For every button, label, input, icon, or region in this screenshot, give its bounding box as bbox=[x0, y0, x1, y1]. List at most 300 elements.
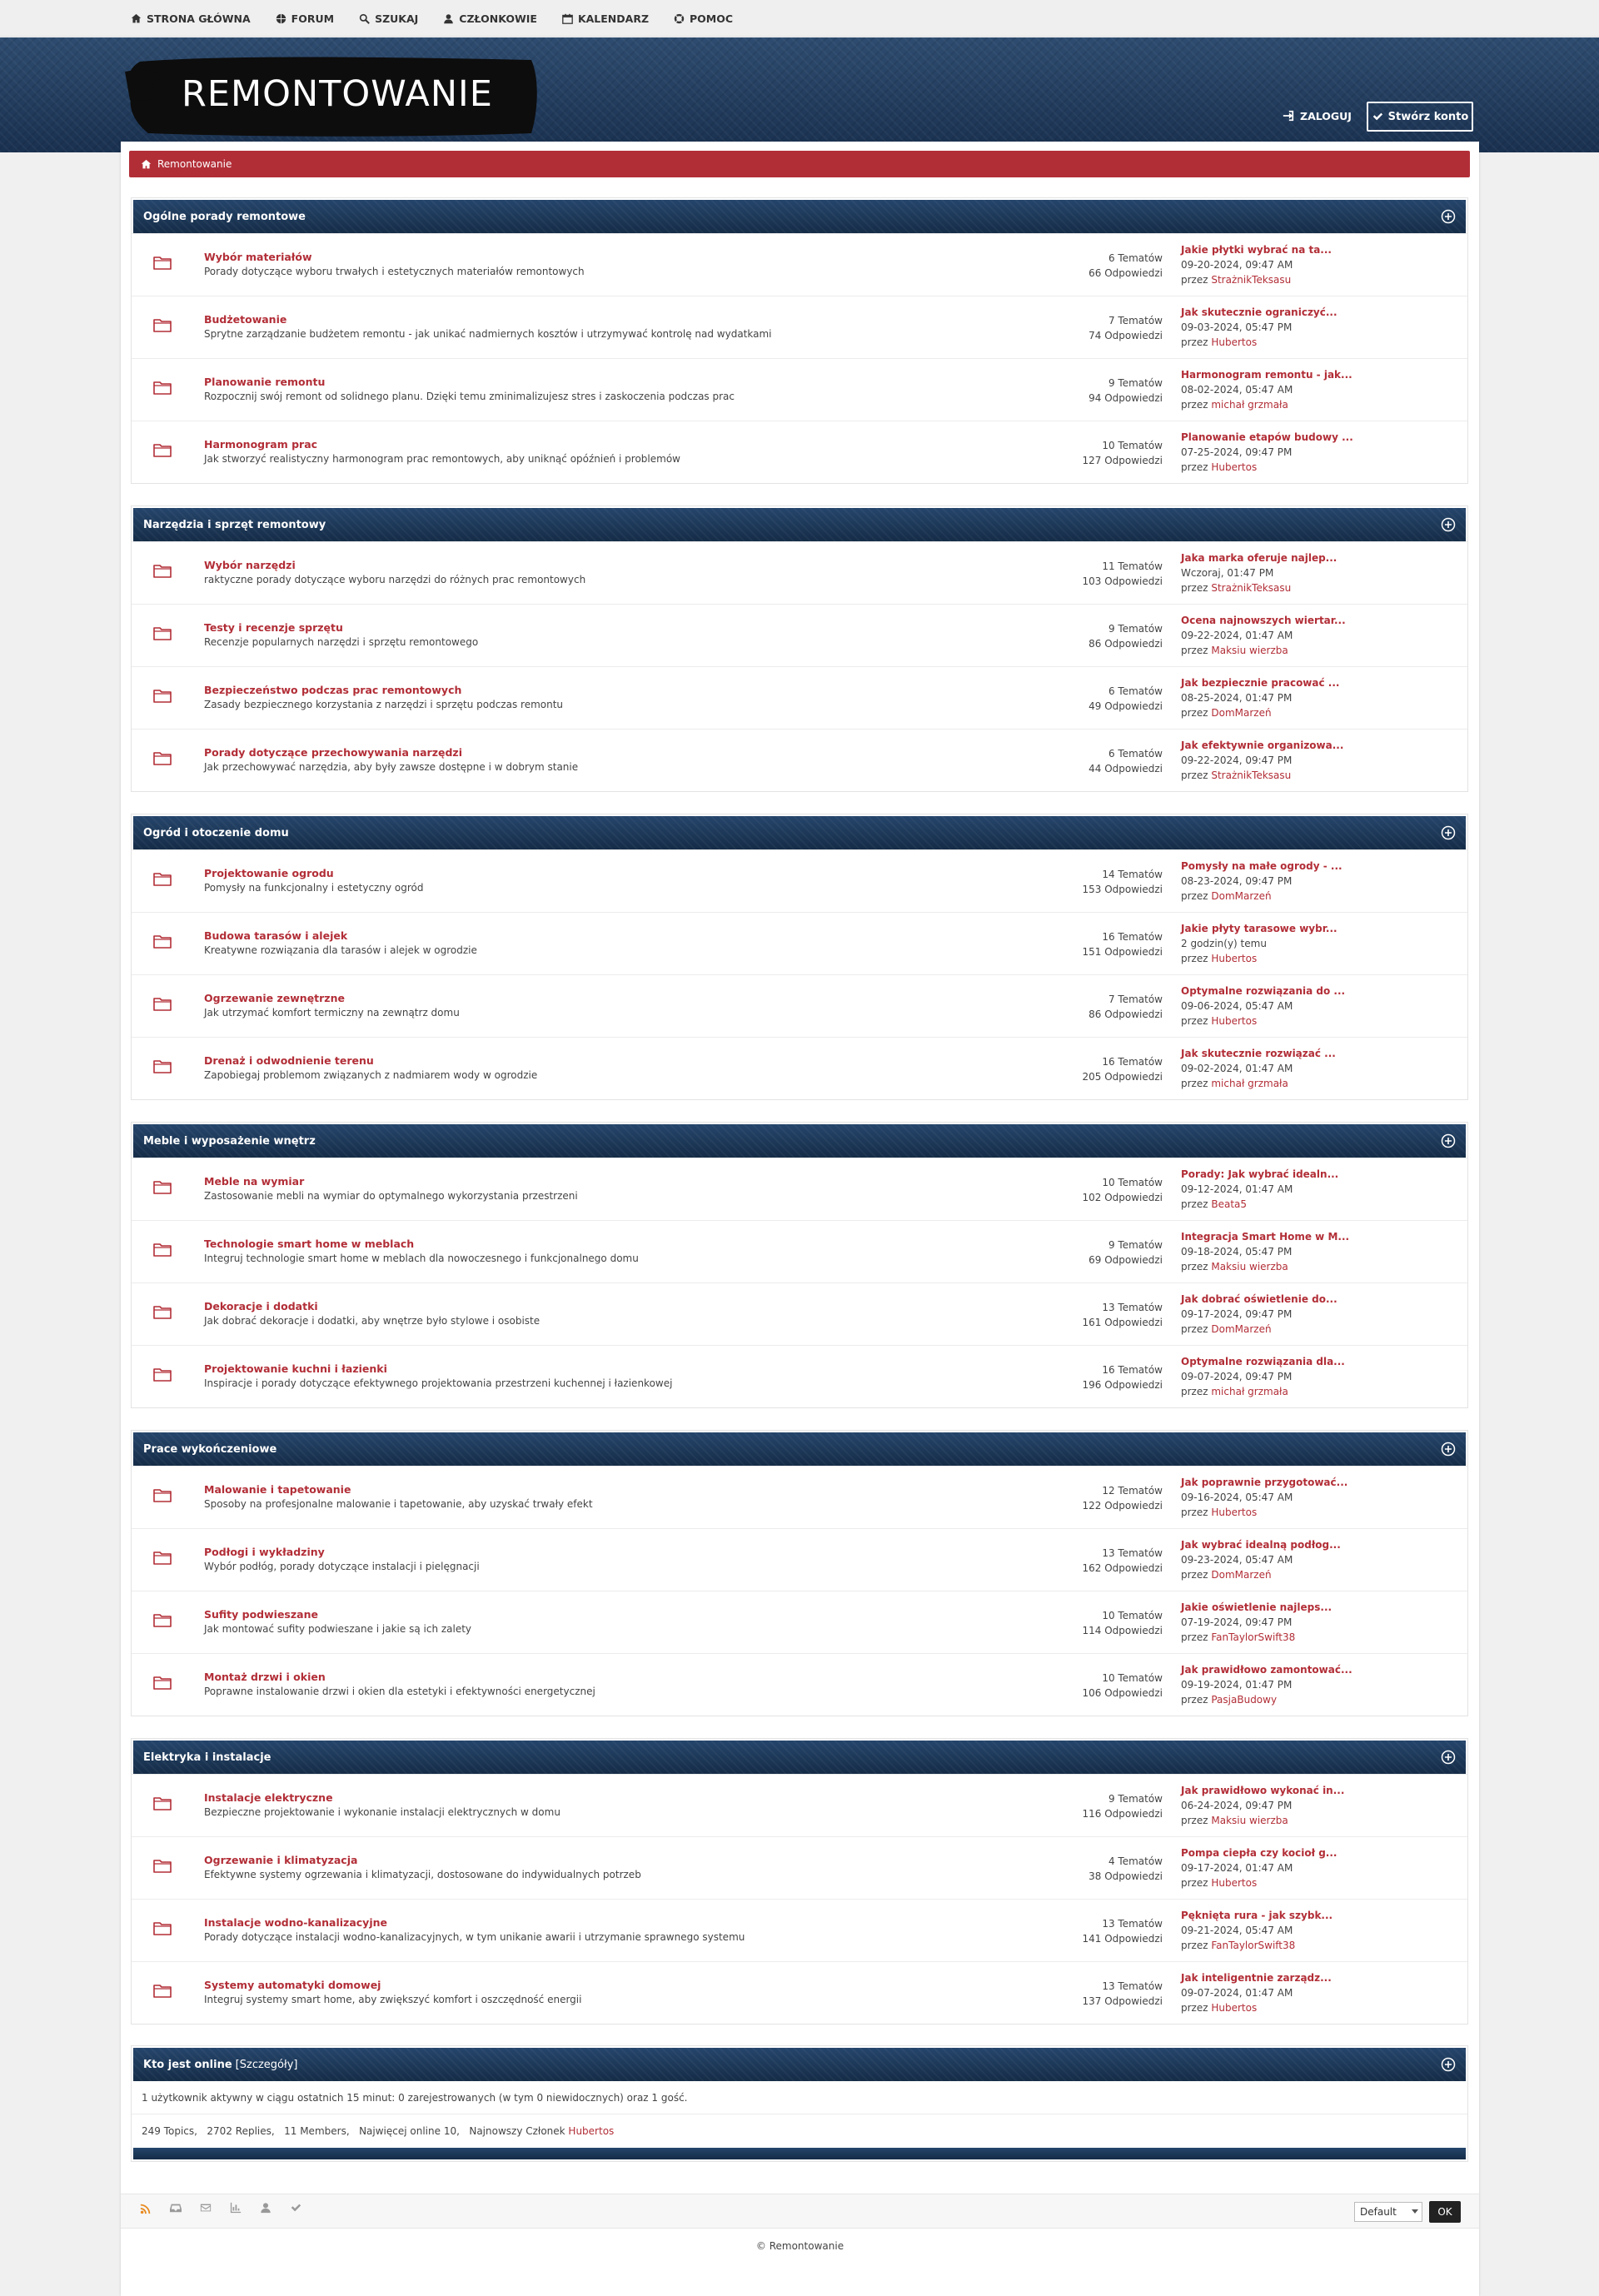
forum-stats bbox=[1082, 929, 1163, 959]
replies-count: 196 Odpowiedzi bbox=[1082, 1379, 1163, 1391]
author-link[interactable]: Hubertos bbox=[1211, 953, 1258, 964]
replies-count: 44 Odpowiedzi bbox=[1088, 763, 1163, 774]
forum-title-link[interactable]: Montaż drzwi i okien bbox=[204, 1671, 326, 1683]
author-link[interactable]: Hubertos bbox=[1211, 1507, 1258, 1518]
expand-icon[interactable] bbox=[1441, 1442, 1456, 1457]
folder-icon bbox=[153, 380, 172, 395]
expand-icon[interactable] bbox=[1441, 1750, 1456, 1765]
forum-stats bbox=[1088, 684, 1163, 714]
forum-row bbox=[132, 233, 1467, 296]
forum-row bbox=[132, 1345, 1467, 1407]
last-post-author: przez StrażnikTeksasu bbox=[1181, 582, 1292, 594]
topics-count: 10 Tematów bbox=[1102, 440, 1163, 451]
last-post bbox=[1181, 242, 1332, 287]
forum-row bbox=[132, 1037, 1467, 1099]
forum-category bbox=[131, 1738, 1468, 2025]
forum-row bbox=[132, 358, 1467, 421]
forum-description: raktyczne porady dotyczące wyboru narzędzi do różnych prac remontowych bbox=[204, 574, 586, 585]
last-post bbox=[1181, 984, 1345, 1028]
topics-count: 6 Tematów bbox=[1108, 748, 1163, 760]
last-post-link[interactable]: Pęknięta rura - jak szybk... bbox=[1181, 1910, 1333, 1921]
topics-count: 12 Tematów bbox=[1102, 1485, 1163, 1497]
last-post-link[interactable]: Planowanie etapów budowy ... bbox=[1181, 431, 1353, 443]
expand-icon[interactable] bbox=[1441, 209, 1456, 224]
last-post-link[interactable]: Jak prawidłowo zamontować... bbox=[1181, 1664, 1352, 1676]
forum-category bbox=[131, 1430, 1468, 1716]
category-title[interactable]: Narzędzia i sprzęt remontowy bbox=[143, 518, 326, 531]
author-link[interactable]: Maksiu wierzba bbox=[1211, 645, 1288, 656]
topics-count: 13 Tematów bbox=[1102, 1547, 1163, 1559]
nav-calendar[interactable]: KALENDARZ bbox=[562, 12, 649, 25]
forum-row bbox=[132, 541, 1467, 604]
forum-title-link[interactable]: Meble na wymiar bbox=[204, 1175, 305, 1188]
forum-title-link[interactable]: Budowa tarasów i alejek bbox=[204, 929, 348, 942]
expand-icon[interactable] bbox=[1441, 1133, 1456, 1148]
user-icon bbox=[443, 13, 454, 24]
last-post-author: przez DomMarzeń bbox=[1181, 707, 1272, 719]
forum-description: Zapobiegaj problemom związanych z nadmiarem wody w ogrodzie bbox=[204, 1069, 538, 1081]
folder-icon bbox=[153, 625, 172, 640]
category-header[interactable] bbox=[133, 508, 1466, 541]
forum-title-link[interactable]: Budżetowanie bbox=[204, 313, 287, 326]
author-link[interactable]: DomMarzeń bbox=[1211, 707, 1272, 719]
replies-count: 74 Odpowiedzi bbox=[1088, 330, 1163, 341]
forum-description: Inspiracje i porady dotyczące efektywnego projektowania przestrzeni kuchennej i łazienkowej bbox=[204, 1377, 673, 1389]
folder-icon bbox=[153, 996, 172, 1011]
author-link[interactable]: michał grzmała bbox=[1211, 399, 1288, 411]
forum-description: Kreatywne rozwiązania dla tarasów i alejek w ogrodzie bbox=[204, 944, 477, 956]
topics-count: 16 Tematów bbox=[1102, 1056, 1163, 1068]
last-post-link[interactable]: Jaka marka oferuje najlep... bbox=[1181, 552, 1337, 564]
forum-row bbox=[132, 1466, 1467, 1528]
folder-icon bbox=[153, 934, 172, 949]
last-post-link[interactable]: Jak poprawnie przygotować... bbox=[1181, 1477, 1348, 1488]
last-post-date: 09-17-2024, 01:47 AM bbox=[1181, 1862, 1293, 1874]
rss-icon[interactable] bbox=[140, 2203, 152, 2214]
folder-icon bbox=[153, 1487, 172, 1502]
forum-description: Sposoby na profesjonalne malowanie i tapetowanie, aby uzyskać trwały efekt bbox=[204, 1498, 593, 1510]
calendar-icon bbox=[562, 13, 573, 24]
author-link[interactable]: Maksiu wierzba bbox=[1211, 1815, 1288, 1826]
replies-count: 106 Odpowiedzi bbox=[1082, 1687, 1163, 1699]
forum-description: Zastosowanie mebli na wymiar do optymalnego wykorzystania przestrzeni bbox=[204, 1190, 578, 1202]
forum-stats bbox=[1082, 1300, 1163, 1330]
forum-description: Sprytne zarządzanie budżetem remontu - jak unikać nadmiernych kosztów i utrzymywać kontrolę nad wydatkami bbox=[204, 328, 772, 340]
forum-title-link[interactable]: Instalacje elektryczne bbox=[204, 1791, 333, 1804]
last-post-date: 08-25-2024, 01:47 PM bbox=[1181, 692, 1293, 704]
category-title[interactable]: Meble i wyposażenie wnętrz bbox=[143, 1134, 316, 1148]
last-post-date: 06-24-2024, 09:47 PM bbox=[1181, 1800, 1293, 1811]
forum-stats bbox=[1082, 1979, 1163, 2009]
forum-title-link[interactable]: Projektowanie ogrodu bbox=[204, 867, 334, 879]
author-link[interactable]: Hubertos bbox=[1211, 336, 1258, 348]
last-post-link[interactable]: Jak wybrać idealną podłog... bbox=[1181, 1539, 1341, 1551]
topics-count: 16 Tematów bbox=[1102, 1364, 1163, 1376]
last-post-author: przez michał grzmała bbox=[1181, 1078, 1288, 1089]
theme-ok-button[interactable]: OK bbox=[1429, 2201, 1461, 2223]
forum-title-link[interactable]: Drenaż i odwodnienie terenu bbox=[204, 1054, 374, 1067]
last-post-author: przez michał grzmała bbox=[1181, 399, 1288, 411]
author-link[interactable]: FanTaylorSwift38 bbox=[1211, 1631, 1296, 1643]
topics-count: 14 Tematów bbox=[1102, 869, 1163, 880]
folder-icon bbox=[153, 563, 172, 578]
topics-count: 13 Tematów bbox=[1102, 1918, 1163, 1930]
folder-icon bbox=[153, 1304, 172, 1319]
forum-stats bbox=[1082, 1175, 1163, 1205]
forum-stats bbox=[1082, 1054, 1163, 1084]
sign-in-icon bbox=[1283, 110, 1294, 122]
replies-count: 66 Odpowiedzi bbox=[1088, 267, 1163, 279]
forum-description: Poprawne instalowanie drzwi i okien dla estetyki i efektywności energetycznej bbox=[204, 1686, 595, 1697]
category-header[interactable] bbox=[133, 816, 1466, 849]
forum-description: Wybór podłóg, porady dotyczące instalacji i pielęgnacji bbox=[204, 1561, 480, 1572]
topics-count: 9 Tematów bbox=[1108, 1239, 1163, 1251]
folder-icon bbox=[153, 1550, 172, 1565]
last-post-date: 09-07-2024, 01:47 AM bbox=[1181, 1987, 1293, 1999]
last-post-author: przez Hubertos bbox=[1181, 953, 1258, 964]
folder-icon bbox=[153, 1058, 172, 1073]
author-link[interactable]: DomMarzeń bbox=[1211, 1323, 1272, 1335]
forum-title-link[interactable]: Instalacje wodno-kanalizacyjne bbox=[204, 1916, 387, 1929]
who-online-panel bbox=[131, 2045, 1468, 2162]
author-link[interactable]: michał grzmała bbox=[1211, 1078, 1288, 1089]
forum-description: Recenzje popularnych narzędzi i sprzętu remontowego bbox=[204, 636, 479, 648]
topics-count: 10 Tematów bbox=[1102, 1610, 1163, 1621]
expand-icon[interactable] bbox=[1441, 825, 1456, 840]
replies-count: 141 Odpowiedzi bbox=[1082, 1933, 1163, 1945]
author-link[interactable]: michał grzmała bbox=[1211, 1386, 1288, 1397]
forum-title-link[interactable]: Technologie smart home w meblach bbox=[204, 1238, 415, 1250]
last-post bbox=[1181, 859, 1342, 904]
last-post-date: 09-17-2024, 09:47 PM bbox=[1181, 1308, 1293, 1320]
last-post-date: 09-22-2024, 01:47 AM bbox=[1181, 630, 1293, 641]
last-post bbox=[1181, 1292, 1337, 1337]
envelope-icon[interactable] bbox=[200, 2202, 212, 2214]
last-post-link[interactable]: Ocena najnowszych wiertar... bbox=[1181, 615, 1346, 626]
replies-count: 162 Odpowiedzi bbox=[1082, 1562, 1163, 1574]
inbox-icon[interactable] bbox=[170, 2202, 182, 2214]
last-post-author: przez PasjaBudowy bbox=[1181, 1694, 1278, 1706]
last-post-date: 09-18-2024, 05:47 PM bbox=[1181, 1246, 1293, 1258]
forum-row bbox=[132, 1528, 1467, 1591]
user-icon[interactable] bbox=[260, 2202, 271, 2214]
topics-count: 10 Tematów bbox=[1102, 1672, 1163, 1684]
last-post-link[interactable]: Optymalne rozwiązania dla... bbox=[1181, 1356, 1345, 1367]
folder-icon bbox=[153, 871, 172, 886]
breadcrumb-home-link[interactable]: Remontowanie bbox=[157, 158, 232, 170]
forum-title-link[interactable]: Dekoracje i dodatki bbox=[204, 1300, 318, 1312]
login-button[interactable]: ZALOGUJ bbox=[1283, 103, 1352, 128]
forum-title-link[interactable]: Testy i recenzje sprzętu bbox=[204, 621, 343, 634]
forum-title-link[interactable]: Malowanie i tapetowanie bbox=[204, 1483, 351, 1496]
forum-stats bbox=[1088, 313, 1163, 343]
last-post-author: przez Hubertos bbox=[1181, 1507, 1258, 1518]
forum-row bbox=[132, 666, 1467, 729]
last-post-author: przez FanTaylorSwift38 bbox=[1181, 1940, 1296, 1951]
forum-description: Jak montować sufity podwieszane i jakie są ich zalety bbox=[204, 1623, 472, 1635]
topics-count: 6 Tematów bbox=[1108, 685, 1163, 697]
copyright: © Remontowanie bbox=[755, 2240, 844, 2252]
expand-icon[interactable] bbox=[1441, 2057, 1456, 2072]
forum-title-link[interactable]: Ogrzewanie i klimatyzacja bbox=[204, 1854, 358, 1866]
replies-count: 137 Odpowiedzi bbox=[1082, 1995, 1163, 2007]
category-title[interactable]: Ogólne porady remontowe bbox=[143, 210, 306, 223]
forum-description: Porady dotyczące instalacji wodno-kanalizacyjnych, w tym unikanie awarii i utrzymanie sprawnego systemu bbox=[204, 1931, 745, 1943]
forum-title-link[interactable]: Sufity podwieszane bbox=[204, 1608, 318, 1621]
last-post-link[interactable]: Jak inteligentnie zarządz... bbox=[1181, 1972, 1332, 1984]
topics-count: 9 Tematów bbox=[1108, 377, 1163, 389]
last-post bbox=[1181, 738, 1343, 783]
last-post-link[interactable]: Jak bezpiecznie pracować ... bbox=[1181, 677, 1340, 689]
forum-stats bbox=[1088, 1238, 1163, 1268]
footer-icons bbox=[140, 2202, 301, 2218]
forum-stats bbox=[1088, 376, 1163, 406]
topics-count: 11 Tematów bbox=[1102, 560, 1163, 572]
forum-category bbox=[131, 814, 1468, 1100]
last-post-link[interactable]: Jak skutecznie rozwiązać ... bbox=[1181, 1048, 1336, 1059]
topics-count: 9 Tematów bbox=[1108, 1793, 1163, 1805]
replies-count: 94 Odpowiedzi bbox=[1088, 392, 1163, 404]
forum-stats bbox=[1082, 1791, 1163, 1821]
last-post-link[interactable]: Harmonogram remontu - jak... bbox=[1181, 369, 1352, 381]
forum-row bbox=[132, 1774, 1467, 1836]
last-post-author: przez Hubertos bbox=[1181, 336, 1258, 348]
replies-count: 102 Odpowiedzi bbox=[1082, 1192, 1163, 1203]
folder-icon bbox=[153, 1179, 172, 1194]
forum-title-link[interactable]: Podłogi i wykładziny bbox=[204, 1546, 325, 1558]
search-icon bbox=[359, 13, 370, 24]
replies-count: 116 Odpowiedzi bbox=[1082, 1808, 1163, 1820]
last-post-date: 2 godzin(y) temu bbox=[1181, 938, 1267, 949]
replies-count: 205 Odpowiedzi bbox=[1082, 1071, 1163, 1083]
topics-count: 7 Tematów bbox=[1108, 315, 1163, 326]
topics-count: 7 Tematów bbox=[1108, 994, 1163, 1005]
last-post bbox=[1181, 921, 1337, 966]
forum-title-link[interactable]: Wybór narzędzi bbox=[204, 559, 296, 571]
last-post bbox=[1181, 1167, 1338, 1212]
category-title[interactable]: Ogród i otoczenie domu bbox=[143, 826, 289, 839]
author-link[interactable]: Hubertos bbox=[1211, 461, 1258, 473]
last-post bbox=[1181, 1908, 1332, 1953]
forum-row bbox=[132, 604, 1467, 666]
chart-icon[interactable] bbox=[230, 2202, 242, 2214]
last-post-author: przez Maksiu wierzba bbox=[1181, 645, 1288, 656]
last-post-author: przez Maksiu wierzba bbox=[1181, 1261, 1288, 1273]
forum-description: Jak dobrać dekoracje i dodatki, aby wnętrze było stylowe i osobiste bbox=[204, 1315, 540, 1327]
nav-search[interactable]: SZUKAJ bbox=[359, 12, 418, 25]
forum-title-link[interactable]: Porady dotyczące przechowywania narzędzi bbox=[204, 746, 462, 759]
forum-stats bbox=[1082, 1362, 1163, 1392]
topics-count: 16 Tematów bbox=[1102, 931, 1163, 943]
forum-title-link[interactable]: Harmonogram prac bbox=[204, 438, 318, 451]
last-post-link[interactable]: Porady: Jak wybrać idealn... bbox=[1181, 1168, 1339, 1180]
forum-stats bbox=[1082, 1671, 1163, 1701]
forum-stats bbox=[1082, 438, 1163, 468]
theme-select[interactable]: Default bbox=[1354, 2202, 1422, 2222]
last-post-author: przez FanTaylorSwift38 bbox=[1181, 1631, 1296, 1643]
forum-title-link[interactable]: Projektowanie kuchni i łazienki bbox=[204, 1362, 387, 1375]
author-link[interactable]: StrażnikTeksasu bbox=[1211, 274, 1292, 286]
last-post-link[interactable]: Integracja Smart Home w M... bbox=[1181, 1231, 1350, 1243]
check-icon[interactable] bbox=[290, 2202, 301, 2214]
replies-count: 103 Odpowiedzi bbox=[1082, 575, 1163, 587]
author-link[interactable]: StrażnikTeksasu bbox=[1211, 769, 1292, 781]
folder-icon bbox=[153, 1858, 172, 1873]
home-icon bbox=[141, 159, 152, 170]
category-header[interactable] bbox=[133, 200, 1466, 233]
forum-row bbox=[132, 729, 1467, 791]
forum-description: Bezpieczne projektowanie i wykonanie instalacji elektrycznych w domu bbox=[204, 1806, 560, 1818]
author-link[interactable]: FanTaylorSwift38 bbox=[1211, 1940, 1296, 1951]
last-post-author: przez StrażnikTeksasu bbox=[1181, 274, 1292, 286]
author-link[interactable]: StrażnikTeksasu bbox=[1211, 582, 1292, 594]
last-post-link[interactable]: Jakie płyty tarasowe wybr... bbox=[1181, 923, 1337, 934]
forum-description: Rozpocznij swój remont od solidnego planu. Dzięki temu zminimalizujesz stres i zaskoczenia podczas prac bbox=[204, 391, 735, 402]
last-post bbox=[1181, 1970, 1332, 2015]
last-post-date: 09-12-2024, 01:47 AM bbox=[1181, 1183, 1293, 1195]
forum-description: Porady dotyczące wyboru trwałych i estetycznych materiałów remontowych bbox=[204, 266, 585, 277]
last-post bbox=[1181, 613, 1346, 658]
replies-count: 151 Odpowiedzi bbox=[1082, 946, 1163, 958]
last-post-author: przez StrażnikTeksasu bbox=[1181, 769, 1292, 781]
newest-member-link[interactable]: Hubertos bbox=[568, 2125, 615, 2137]
forum-category bbox=[131, 1122, 1468, 1408]
nav-forum[interactable]: FORUM bbox=[276, 12, 334, 25]
forum-description: Efektywne systemy ogrzewania i klimatyzacji, dostosowane do indywidualnych potrzeb bbox=[204, 1869, 641, 1880]
author-link[interactable]: Hubertos bbox=[1211, 2002, 1258, 2014]
last-post-date: 09-21-2024, 05:47 AM bbox=[1181, 1925, 1293, 1936]
author-link[interactable]: Hubertos bbox=[1211, 1877, 1258, 1889]
author-link[interactable]: Maksiu wierzba bbox=[1211, 1261, 1288, 1273]
last-post-date: 09-06-2024, 05:47 AM bbox=[1181, 1000, 1293, 1012]
replies-count: 122 Odpowiedzi bbox=[1082, 1500, 1163, 1512]
topics-count: 13 Tematów bbox=[1102, 1980, 1163, 1992]
topics-count: 10 Tematów bbox=[1102, 1177, 1163, 1188]
last-post-link[interactable]: Jak prawidłowo wykonać in... bbox=[1181, 1785, 1345, 1796]
last-post-author: przez Hubertos bbox=[1181, 2002, 1258, 2014]
forum-title-link[interactable]: Systemy automatyki domowej bbox=[204, 1979, 381, 1991]
last-post-link[interactable]: Optymalne rozwiązania do ... bbox=[1181, 985, 1346, 997]
forum-row bbox=[132, 1653, 1467, 1716]
author-link[interactable]: DomMarzeń bbox=[1211, 1569, 1272, 1581]
forum-row bbox=[132, 1836, 1467, 1899]
forum-description: Pomysły na funkcjonalny i estetyczny ogród bbox=[204, 882, 424, 894]
forum-category bbox=[131, 197, 1468, 484]
folder-icon bbox=[153, 750, 172, 765]
last-post-date: 08-23-2024, 09:47 PM bbox=[1181, 875, 1293, 887]
forum-row bbox=[132, 1158, 1467, 1220]
forum-description: Jak stworzyć realistyczny harmonogram prac remontowych, aby uniknąć opóźnień i problemów bbox=[204, 453, 680, 465]
category-header[interactable] bbox=[133, 1124, 1466, 1158]
breadcrumb bbox=[129, 151, 1470, 177]
last-post-date: 09-23-2024, 05:47 AM bbox=[1181, 1554, 1293, 1566]
category-title[interactable]: Elektryka i instalacje bbox=[143, 1751, 271, 1764]
home-icon bbox=[131, 13, 142, 24]
last-post bbox=[1181, 1662, 1352, 1707]
nav-help[interactable]: POMOC bbox=[674, 12, 733, 25]
register-button[interactable]: Stwórz konto bbox=[1367, 102, 1473, 132]
details-link[interactable]: [Szczegóły] bbox=[235, 2058, 298, 2071]
last-post-link[interactable]: Pompa ciepła czy kocioł g... bbox=[1181, 1847, 1337, 1859]
author-link[interactable]: DomMarzeń bbox=[1211, 890, 1272, 902]
forum-title-link[interactable]: Planowanie remontu bbox=[204, 376, 326, 388]
forum-category bbox=[131, 506, 1468, 792]
last-post-date: 09-22-2024, 09:47 PM bbox=[1181, 755, 1293, 766]
category-title[interactable]: Prace wykończeniowe bbox=[143, 1442, 277, 1456]
chevron-down-icon bbox=[1412, 2209, 1418, 2214]
last-post-author: przez Beata5 bbox=[1181, 1198, 1248, 1210]
last-post-date: 07-19-2024, 09:47 PM bbox=[1181, 1616, 1293, 1628]
forum-title-link[interactable]: Bezpieczeństwo podczas prac remontowych bbox=[204, 684, 462, 696]
category-header[interactable] bbox=[133, 1741, 1466, 1774]
who-online-header: Kto jest online [Szczegóły] bbox=[133, 2048, 1466, 2081]
last-post-author: przez Hubertos bbox=[1181, 1877, 1258, 1889]
author-link[interactable]: Hubertos bbox=[1211, 1015, 1258, 1027]
last-post-link[interactable]: Jakie oświetlenie najleps... bbox=[1181, 1601, 1332, 1613]
forum-row bbox=[132, 421, 1467, 483]
forum-description: Integruj technologie smart home w meblach dla nowoczesnego i funkcjonalnego domu bbox=[204, 1253, 639, 1264]
folder-icon bbox=[153, 317, 172, 332]
topics-count: 9 Tematów bbox=[1108, 623, 1163, 635]
category-header[interactable] bbox=[133, 1432, 1466, 1466]
replies-count: 86 Odpowiedzi bbox=[1088, 638, 1163, 650]
forum-stats bbox=[1088, 992, 1163, 1022]
forum-title-link[interactable]: Ogrzewanie zewnętrzne bbox=[204, 992, 345, 1004]
author-link[interactable]: Beata5 bbox=[1211, 1198, 1248, 1210]
last-post-link[interactable]: Jakie płytki wybrać na ta... bbox=[1181, 244, 1332, 256]
forum-title-link[interactable]: Wybór materiałów bbox=[204, 251, 312, 263]
last-post bbox=[1181, 1537, 1341, 1582]
forum-stats bbox=[1082, 559, 1163, 589]
site-logo[interactable]: REMONTOWANIE bbox=[182, 73, 493, 115]
online-users-text: 1 użytkownik aktywny w ciągu ostatnich 15 minut: 0 zarejestrowanych (w tym 0 niewidocznych) oraz 1 gość. bbox=[132, 2081, 1467, 2114]
folder-icon bbox=[153, 442, 172, 457]
last-post-author: przez DomMarzeń bbox=[1181, 890, 1272, 902]
forum-stats bbox=[1088, 1854, 1163, 1884]
last-post-date: 09-16-2024, 05:47 AM bbox=[1181, 1492, 1293, 1503]
folder-icon bbox=[153, 1920, 172, 1935]
nav-members[interactable]: CZŁONKOWIE bbox=[443, 12, 537, 25]
author-link[interactable]: PasjaBudowy bbox=[1211, 1694, 1278, 1706]
folder-icon bbox=[153, 1983, 172, 1998]
life-ring-icon bbox=[674, 13, 685, 24]
last-post-link[interactable]: Jak skutecznie ograniczyć... bbox=[1181, 306, 1337, 318]
forum-row bbox=[132, 1591, 1467, 1653]
last-post-date: 09-02-2024, 01:47 AM bbox=[1181, 1063, 1293, 1074]
last-post-link[interactable]: Jak efektywnie organizowa... bbox=[1181, 740, 1344, 751]
forum-stats bbox=[1088, 746, 1163, 776]
last-post bbox=[1181, 1475, 1347, 1520]
forum-stats bbox=[1088, 251, 1163, 281]
board-stats: 249 Topics, 2702 Replies, 11 Members, Najwięcej online 10, Najnowszy Członek Hubertos bbox=[142, 2125, 615, 2137]
forum-row bbox=[132, 1961, 1467, 2024]
last-post-link[interactable]: Pomysły na małe ogrody - ... bbox=[1181, 860, 1342, 872]
nav-home[interactable]: STRONA GŁÓWNA bbox=[131, 12, 251, 25]
last-post-link[interactable]: Jak dobrać oświetlenie do... bbox=[1181, 1293, 1337, 1305]
top-nav bbox=[0, 0, 1599, 37]
forum-stats bbox=[1082, 867, 1163, 897]
last-post-date: 09-03-2024, 05:47 PM bbox=[1181, 321, 1293, 333]
expand-icon[interactable] bbox=[1441, 517, 1456, 532]
globe-icon bbox=[276, 13, 286, 24]
forum-row bbox=[132, 849, 1467, 912]
replies-count: 127 Odpowiedzi bbox=[1082, 455, 1163, 466]
last-post bbox=[1181, 367, 1352, 412]
last-post-author: przez Hubertos bbox=[1181, 461, 1258, 473]
replies-count: 86 Odpowiedzi bbox=[1088, 1009, 1163, 1020]
forum-description: Jak przechowywać narzędzia, aby były zawsze dostępne i w dobrym stanie bbox=[204, 761, 579, 773]
forum-stats bbox=[1088, 621, 1163, 651]
